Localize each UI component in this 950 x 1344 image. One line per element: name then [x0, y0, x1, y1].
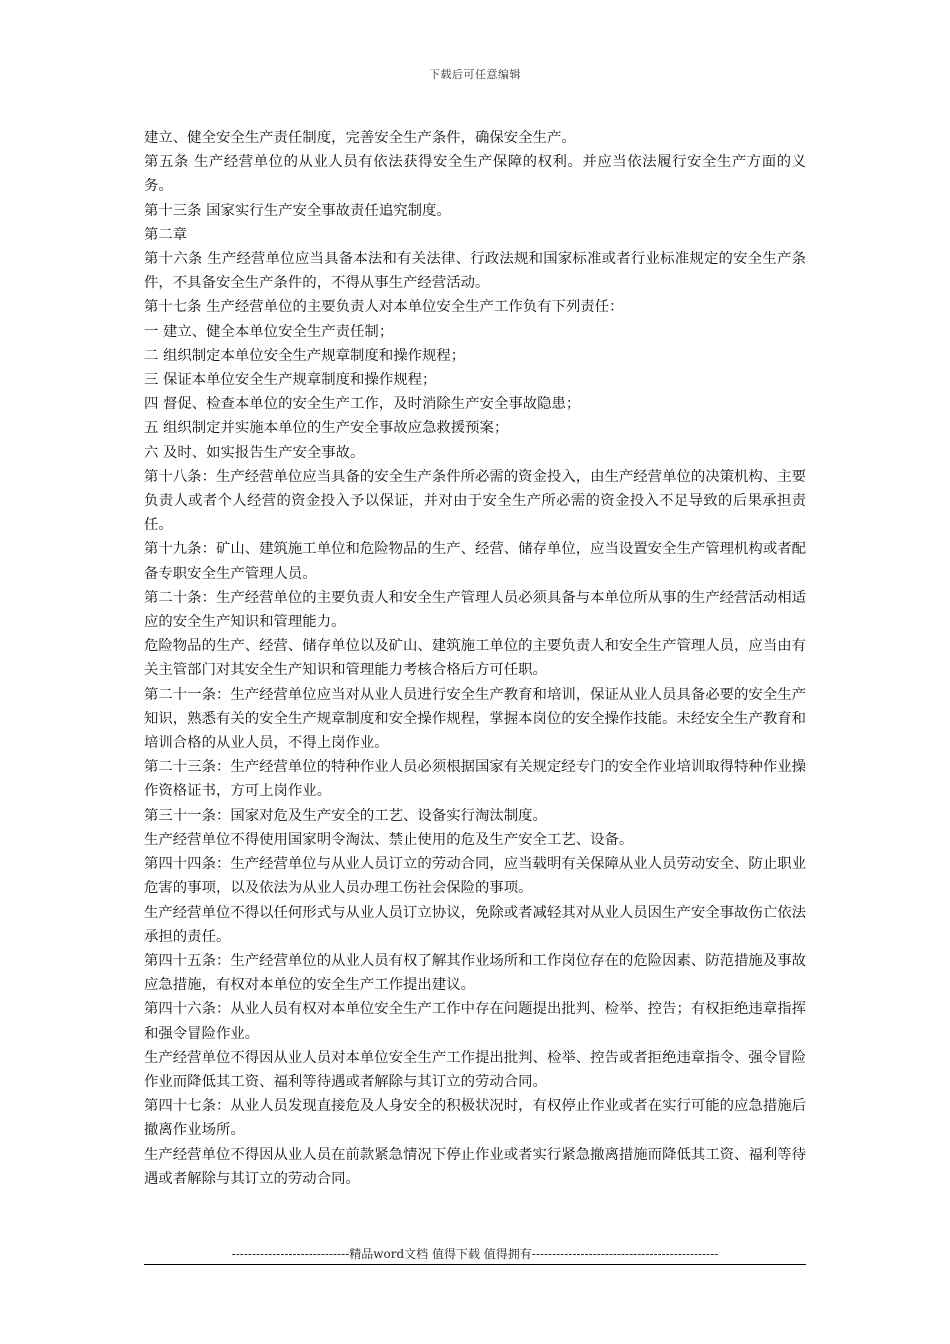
chapter-heading: 第二章 — [144, 226, 188, 243]
paragraph: 第十九条：矿山、建筑施工单位和危险物品的生产、经营、储存单位，应当设置安全生产管理机构或者配备专职安全生产管理人员。 — [144, 541, 806, 582]
list-item: 三 保证本单位安全生产规章制度和操作规程； — [144, 372, 437, 389]
list-item: 六 及时、如实报告生产安全事故。 — [144, 444, 365, 461]
paragraph: 生产经营单位不得以任何形式与从业人员订立协议，免除或者减轻其对从业人员因生产安全事故伤亡依法承担的责任。 — [144, 904, 806, 945]
list-item: 一 建立、健全本单位安全生产责任制； — [144, 323, 394, 340]
paragraph: 生产经营单位不得因从业人员在前款紧急情况下停止作业或者实行紧急撤离措施而降低其工资、福利等待遇或者解除与其订立的劳动合同。 — [144, 1146, 806, 1187]
paragraph: 第二十一条：生产经营单位应当对从业人员进行安全生产教育和培训，保证从业人员具备必要的安全生产知识，熟悉有关的安全生产规章制度和安全操作规程，掌握本岗位的安全操作技能。未经安全生产教育和培训合格的从业人员，不得上岗作业。 — [144, 686, 806, 752]
paragraph: 建立、健全安全生产责任制度，完善安全生产条件，确保安全生产。 — [144, 130, 576, 146]
paragraph: 危险物品的生产、经营、储存单位以及矿山、建筑施工单位的主要负责人和安全生产管理人员，应当由有关主管部门对其安全生产知识和管理能力考核合格后方可任职。 — [144, 638, 806, 679]
paragraph: 生产经营单位不得因从业人员对本单位安全生产工作提出批判、检举、控告或者拒绝违章指令、强令冒险作业而降低其工资、福利等待遇或者解除与其订立的劳动合同。 — [144, 1049, 806, 1090]
paragraph: 第四十六条：从业人员有权对本单位安全生产工作中存在问题提出批判、检举、控告；有权拒绝违章指挥和强令冒险作业。 — [144, 1001, 806, 1042]
page-footer — [144, 1247, 806, 1265]
paragraph: 生产经营单位不得使用国家明令淘汰、禁止使用的危及生产安全工艺、设备。 — [144, 831, 634, 848]
footer-divider — [144, 1264, 806, 1265]
paragraph: 第十七条 生产经营单位的主要负责人对本单位安全生产工作负有下列责任： — [144, 299, 624, 316]
page-header: 下载后可任意编辑 — [429, 68, 521, 81]
document-body — [144, 126, 806, 1191]
paragraph: 第三十一条：国家对危及生产安全的工艺、设备实行淘汰制度。 — [144, 807, 547, 824]
paragraph: 第十八条：生产经营单位应当具备的安全生产条件所必需的资金投入，由生产经营单位的决策机构、主要负责人或者个人经营的资金投入予以保证，并对由于安全生产所必需的资金投入不足导致的后果承担责任。 — [144, 468, 806, 534]
paragraph: 第四十五条：生产经营单位的从业人员有权了解其作业场所和工作岗位存在的危险因素、防范措施及事故应急措施，有权对本单位的安全生产工作提出建议。 — [144, 952, 806, 994]
footer-text: -----------------------------精品word文档 值得下载 值得拥有---------------------------------------------- — [231, 1247, 719, 1261]
paragraph: 第十三条 国家实行生产安全事故责任追究制度。 — [144, 202, 451, 219]
paragraph: 第二十三条：生产经营单位的特种作业人员必须根据国家有关规定经专门的安全作业培训取得特种作业操作资格证书，方可上岗作业。 — [144, 759, 806, 800]
list-item: 二 组织制定本单位安全生产规章制度和操作规程； — [144, 347, 466, 364]
paragraph: 第二十条：生产经营单位的主要负责人和安全生产管理人员必须具备与本单位所从事的生产经营活动相适应的安全生产知识和管理能力。 — [144, 589, 806, 631]
paragraph: 第五条 生产经营单位的从业人员有依法获得安全生产保障的权利。并应当依法履行安全生产方面的义务。 — [144, 154, 806, 195]
paragraph: 第四十七条：从业人员发现直接危及人身安全的积极状况时，有权停止作业或者在实行可能的应急措施后撤离作业场所。 — [144, 1098, 806, 1139]
list-item: 五 组织制定并实施本单位的生产安全事故应急救援预案； — [144, 420, 509, 437]
paragraph: 第十六条 生产经营单位应当具备本法和有关法律、行政法规和国家标准或者行业标准规定的安全生产条件，不具备安全生产条件的，不得从事生产经营活动。 — [144, 251, 806, 292]
paragraph: 第四十四条：生产经营单位与从业人员订立的劳动合同，应当载明有关保障从业人员劳动安全、防止职业危害的事项，以及依法为从业人员办理工伤社会保险的事项。 — [144, 856, 806, 897]
list-item: 四 督促、检查本单位的安全生产工作，及时消除生产安全事故隐患； — [144, 396, 581, 413]
